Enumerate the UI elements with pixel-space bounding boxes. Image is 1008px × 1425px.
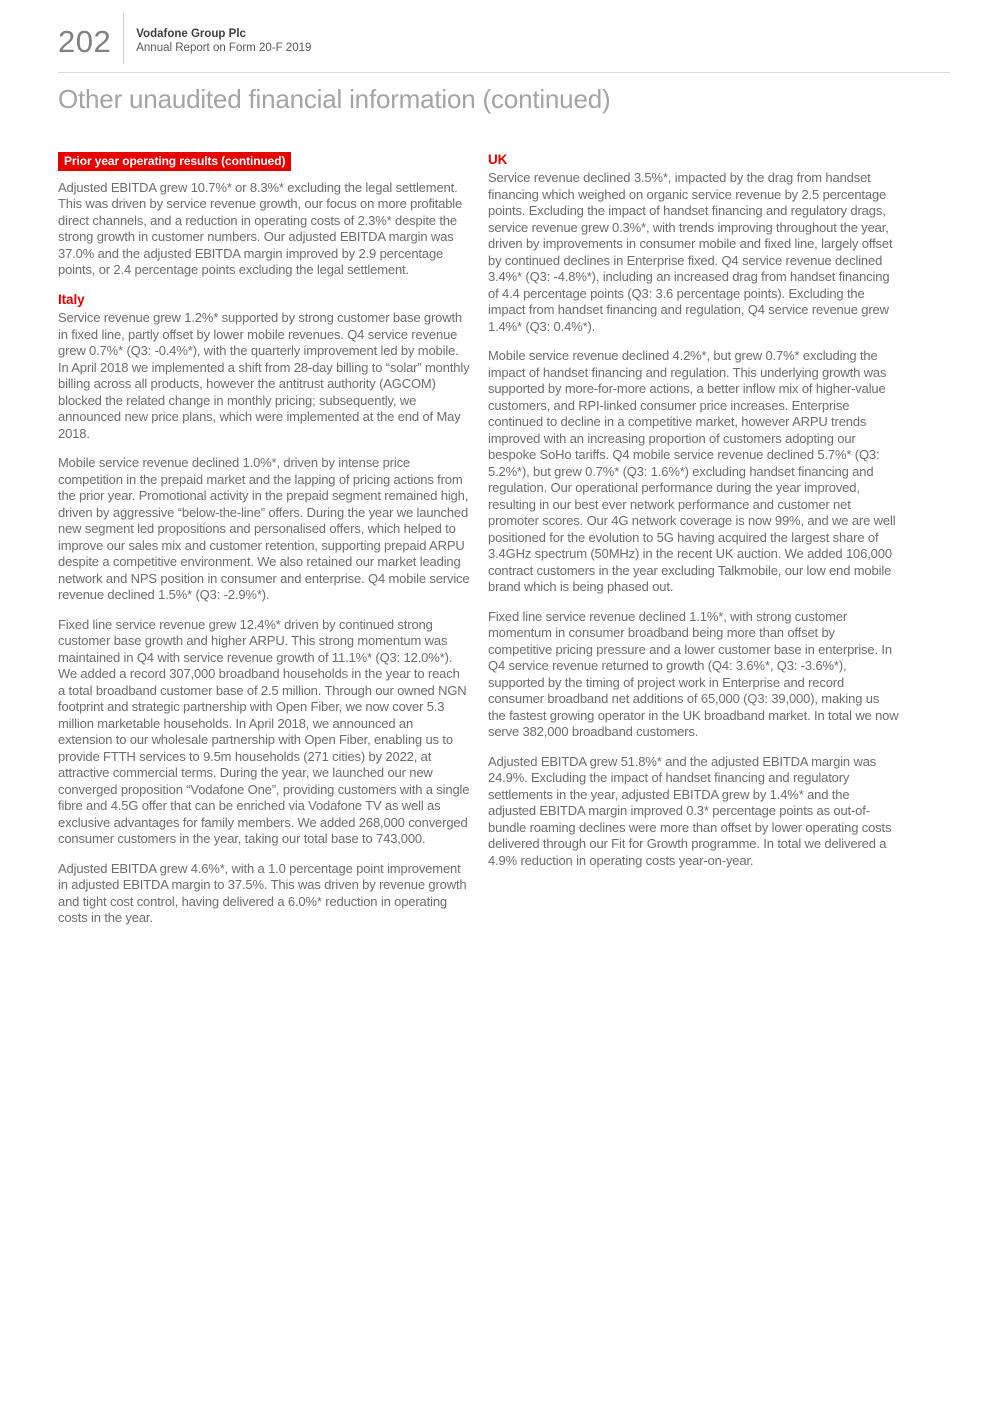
italy-paragraph: Service revenue grew 1.2%* supported by strong customer base growth in fixed line, partly offset by lower mobile revenues. Q4 service revenue grew 0.7%* (Q3: -0.4%*), with the quarterly improvement led by mobile. In April 2018 we implemented a shift from 28-day billing to “solar” monthly billing across all products, however the antitrust authority (AGCOM) blocked the related change in monthly pricing; subsequently, we announced new price plans, which were implemented at the end of May 2018. (58, 310, 470, 441)
page-header (0, 0, 1008, 64)
content-columns (58, 152, 950, 940)
page-number: 202 (58, 24, 112, 59)
italy-paragraph: Mobile service revenue declined 1.0%*, driven by intense price competition in the prepaid market and the lapping of pricing actions from the prior year. Promotional activity in the prepaid segment remained high, driven by aggressive “below-the-line” offers. During the year we launched new segment led propositions and personalised offers, which helped to improve our sales mix and customer retention, supporting prepaid ARPU despite a competitive environment. We also retained our market leading network and NPS position in consumer and enterprise. Q4 mobile service revenue declined 1.5%* (Q3: -2.9%*). (58, 455, 470, 603)
section-heading-uk: UK (488, 151, 508, 167)
report-name: Annual Report on Form 20-F 2019 (136, 42, 312, 55)
header-meta (136, 27, 311, 56)
uk-paragraph: Mobile service revenue declined 4.2%*, but grew 0.7%* excluding the impact of handset financing and regulation. This underlying growth was supported by more-for-more actions, a better inflow mix of higher-value customers, and RPI-linked consumer price increases. Enterprise continued to decline in a competitive market, however ARPU trends improved with an increasing proportion of customers adopting our bespoke SoHo tariffs. Q4 mobile service revenue declined 5.7%* (Q3: 5.2%*), but grew 0.7%* (Q3: 1.6%*) excluding handset financing and regulation. Our operational performance during the year improved, resulting in our best ever network performance and customer net promoter scores. Our 4G network coverage is now 99%, and we are well positioned for the evolution to 5G having acquired the largest share of 3.4GHz spectrum (50MHz) in the recent UK auction. We added 106,000 contract customers in the year excluding Talkmobile, our low end mobile brand which is being phased out. (488, 348, 896, 595)
prior-year-results-badge: Prior year operating results (continued) (58, 152, 291, 171)
uk-paragraph: Service revenue declined 3.5%*, impacted by the drag from handset financing which weighed on organic service revenue by 2.5 percentage points. Excluding the impact of handset financing and regulatory drags, service revenue grew 0.3%*, with trends improving throughout the year, driven by improvements in consumer mobile and fixed line, largely offset by continued declines in Enterprise fixed. Q4 service revenue declined 3.4%* (Q3: -4.8%*), including an increased drag from handset financing of 4.4 percentage points (Q3: 3.6 percentage points). Excluding the impact from handset financing and regulation, Q4 service revenue grew 1.4%* (Q3: 0.4%*). (488, 170, 893, 334)
section-heading-italy: Italy (58, 291, 85, 307)
page-title: Other unaudited financial information (continued) (58, 84, 611, 114)
company-name: Vodafone Group Plc (136, 28, 246, 40)
header-rule (58, 72, 950, 73)
right-column (488, 152, 900, 940)
italy-paragraph: Fixed line service revenue grew 12.4%* driven by continued strong customer base growth and higher ARPU. This strong momentum was maintained in Q4 with service revenue growth of 11.1%* (Q3: 12.0%*). We added a record 307,000 broadband households in the year to reach a total broadband customer base of 2.5 million. Through our owned NGN footprint and strategic partnership with Open Fiber, we now cover 5.3 million marketable households. In April 2018, we announced an extension to our wholesale partnership with Open Fiber, enabling us to provide FTTH services to 9.5m households (271 cities) by 2022, at attractive commercial terms. During the year, we launched our new converged proposition “Vodafone One”, providing customers with a single fibre and 4.5G offer that can be enriched via Vodafone TV as well as exclusive advantages for family members. We added 268,000 converged consumer customers in the year, taking our total base to 743,000. (58, 616, 470, 847)
uk-paragraph: Adjusted EBITDA grew 51.8%* and the adjusted EBITDA margin was 24.9%. Excluding the impact of handset financing and regulatory settlements in the year, adjusted EBITDA grew by 1.4%* and the adjusted EBITDA margin improved 0.3* percentage points as out-of-bundle roaming declines were more than offset by lower operating costs delivered through our Fit for Growth programme. In total we delivered a 4.9% reduction in operating costs year-on-year. (488, 753, 892, 868)
header-divider (123, 12, 124, 64)
left-column (58, 152, 470, 940)
italy-paragraph: Adjusted EBITDA grew 4.6%*, with a 1.0 percentage point improvement in adjusted EBITDA margin to 37.5%. This was driven by revenue growth and tight cost control, having delivered a 6.0%* reduction in operating costs in the year. (58, 860, 467, 926)
intro-paragraph: Adjusted EBITDA grew 10.7%* or 8.3%* excluding the legal settlement. This was driven by service revenue growth, our focus on more profitable direct channels, and a reduction in operating costs of 2.3%* despite the strong growth in customer numbers. Our adjusted EBITDA margin was 37.0% and the adjusted EBITDA margin improved by 2.9 percentage points, or 2.4 percentage points excluding the legal settlement. (58, 179, 463, 278)
uk-paragraph: Fixed line service revenue declined 1.1%*, with strong customer momentum in consumer broadband being more than offset by competitive pricing pressure and a lower customer base in enterprise. In Q4 service revenue returned to growth (Q4: 3.6%*, Q3: -3.6%*), supported by the timing of project work in Enterprise and record consumer broadband net additions of 65,000 (Q3: 39,000), making us the fastest growing operator in the UK broadband market. In total we now serve 382,000 broadband customers. (488, 608, 899, 740)
